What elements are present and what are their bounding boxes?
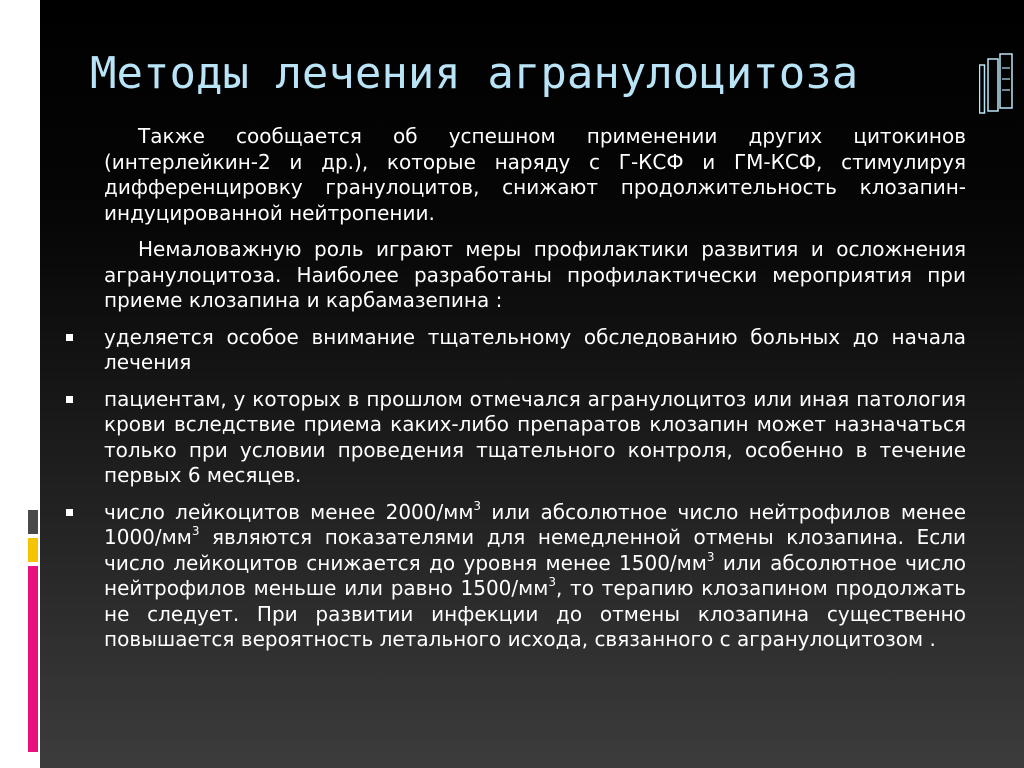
square-bullet-icon — [66, 509, 73, 516]
superscript: 3 — [706, 549, 715, 564]
bullet-text-part: являются показателями для немедленной отмены клозапина. Если число лейкоцитов снижается до уровня менее 1500/мм — [104, 525, 966, 575]
bullet-text-part: или абсолютное число нейтрофилов меньше или равно 1500/мм — [104, 550, 967, 600]
square-bullet-icon — [66, 396, 73, 403]
bullet-item-patients-history — [62, 387, 966, 489]
bullet-text-part: число лейкоцитов менее 2000/мм — [104, 499, 474, 524]
bullet-text-part: или абсолютное число нейтрофилов менее 1000/мм — [104, 499, 966, 549]
paragraph-cytokines: Также сообщается об успешном применении других цитокинов (интерлейкин-2 и др.), которые наряду с Г-КСФ и ГМ-КСФ, стимулируя дифференцировку гранулоцитов, снижают продолжительность клозапин-индуцированной нейтропении. — [104, 124, 966, 225]
superscript: 3 — [191, 524, 200, 539]
accent-bar-yellow — [28, 538, 38, 562]
slide-title: Методы лечения агранулоцитоза — [90, 48, 859, 99]
bullet-text-part: , то терапию клозапином продолжать не следует. При развитии инфекции до отмены клозапина существенно повышается вероятность летального исхода, связанного с агранулоцитозом . — [104, 576, 966, 651]
superscript: 3 — [473, 498, 482, 513]
superscript: 3 — [548, 575, 556, 590]
bullet-text: уделяется особое внимание тщательному обследованию больных до начала лечения — [104, 324, 966, 374]
slide-body — [62, 124, 966, 664]
bullet-text: пациентам, у которых в прошлом отмечался агранулоцитоз или иная патология крови вследствие приема каких-либо препаратов клозапин может назначаться только при условии проведения тщательного контроля, особенно в течение первых 6 месяцев. — [104, 386, 966, 487]
bullet-item-examination — [62, 325, 966, 376]
accent-bar-gray — [28, 510, 38, 534]
square-bullet-icon — [66, 334, 73, 341]
paragraph-prevention: Немаловажную роль играют меры профилактики развития и осложнения агранулоцитоза. Наиболее разработаны профилактически мероприятия при приеме клозапина и карбамазепина : — [104, 237, 966, 312]
accent-bar-pink — [28, 566, 38, 752]
bullet-item-leukocyte-count — [62, 500, 966, 653]
slides-stack-icon — [979, 53, 1013, 117]
